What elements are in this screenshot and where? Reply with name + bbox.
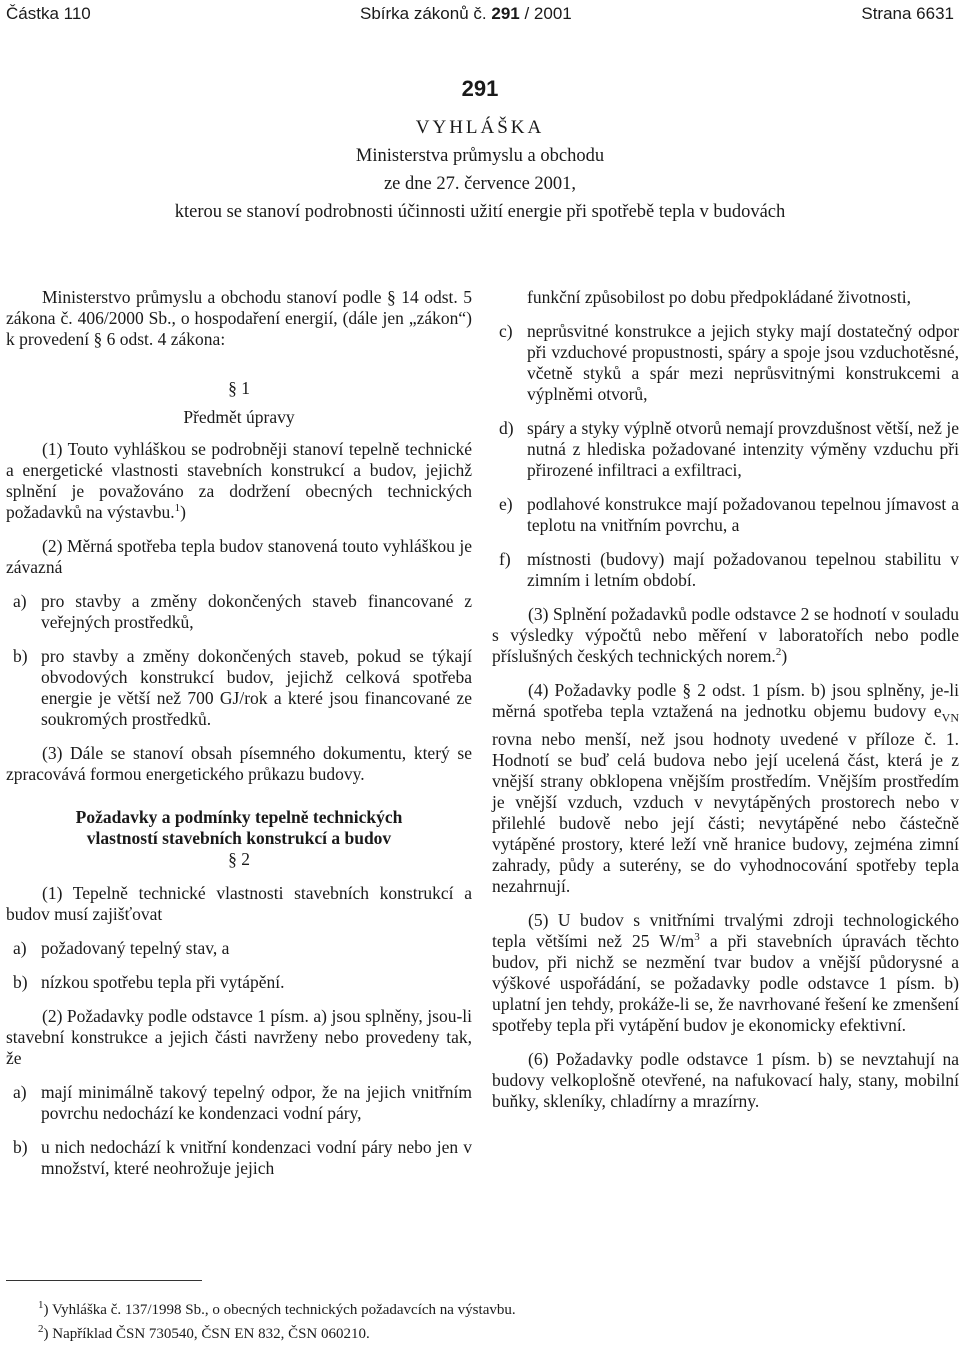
list-item-text: požadovaný tepelný stav, a xyxy=(41,938,230,958)
section-2-mark: § 2 xyxy=(228,849,250,869)
list-item xyxy=(6,972,472,993)
collection-label xyxy=(360,4,572,24)
list-item xyxy=(6,938,472,959)
section-2-paragraph-5-text-b: a při stavebních úpravách těchto budov, při nichž se nezmění tvar budov a vnější půdorysné a výškové uspořádání, se požadavky podle odstavce 1 písm. b) uplatní jen tehdy, prokáže-li se, že navrhované řešení ke zmenšení spotřeby tepla při vytápění budov je ekonomicky efektivní. xyxy=(492,930,959,1035)
regulation-subject: kterou se stanoví podrobnosti účinnosti užití energie při spotřebě tepla v budovách xyxy=(174,202,786,222)
regulation-kind: VYHLÁŠKA xyxy=(415,117,545,138)
list-item xyxy=(492,549,959,591)
section-2-paragraph-3-text: (3) Splnění požadavků podle odstavce 2 se hodnotí v souladu s výsledky výpočtů nebo měření v laboratořích nebo podle příslušných českých technických norem. xyxy=(492,604,959,666)
right-column xyxy=(492,287,959,1112)
list-item xyxy=(6,646,472,730)
section-2-paragraph-4-text-b: rovna nebo menší, než jsou hodnoty uvedené v příloze č. 1. Hodnotí se buď celá budova nebo její ucelená část, která je z vnější strany obklopena vnějším prostředím. Vnějším prostředím je vnější vzduch, vzduch v nevytápěných prostorech nebo v přilehlé budově nebo její části; nevytápěné nebo částečně vytápěné prostory, které leží vně hranice budovy, zejména zimní zahrady, půdy a suterény, se do vyhodnocování spotřeby tepla nezahrnují. xyxy=(492,728,959,896)
list-item-text: nízkou spotřebu tepla při vytápění. xyxy=(41,972,285,992)
list-item xyxy=(492,321,959,405)
section-2-paragraph-6: (6) Požadavky podle odstavce 1 písm. b) se nevztahují na budovy velkoplošně otevřené, na nafukovací haly, stany, mobilní buňky, skleníky, chladírny a mrazírny. xyxy=(492,1048,959,1111)
section-1-mark: § 1 xyxy=(228,378,250,398)
section-2-paragraph-4-text-a: (4) Požadavky podle § 2 odst. 1 písm. b) jsou splněny, je-li měrná spotřeba tepla vztažená na jednotku objemu budovy e xyxy=(492,680,959,721)
footnote-text: ) Například ČSN 730540, ČSN EN 832, ČSN 060210. xyxy=(43,1326,370,1342)
section-1-paragraph-1 xyxy=(6,439,472,523)
list-item-label: e) xyxy=(499,494,513,514)
list-item xyxy=(6,1137,472,1179)
list-item-continuation xyxy=(492,287,959,308)
list-item-label: b) xyxy=(13,646,28,666)
list-item-label: f) xyxy=(499,549,511,569)
section-1-paragraph-3: (3) Dále se stanoví obsah písemného dokumentu, který se zpracovává formou energetického průkazu budovy. xyxy=(6,743,472,784)
list-item-label-spacer xyxy=(492,287,527,308)
footnote-mark: 2 xyxy=(38,1323,44,1335)
unit-exponent: 3 xyxy=(694,930,700,943)
footnote-2 xyxy=(38,1322,516,1346)
list-item xyxy=(6,591,472,633)
running-header xyxy=(6,4,954,30)
footnote-mark: 1 xyxy=(38,1299,44,1311)
list-item-label: a) xyxy=(13,591,27,611)
section-2-paragraph-2: (2) Požadavky podle odstavce 1 písm. a) jsou splněny, jsou-li stavební konstrukce a jejich části navrženy nebo provedeny tak, že xyxy=(6,1006,472,1068)
list-item-text: podlahové konstrukce mají požadovanou tepelnou jímavost a teplotu na vnitřním povrchu, a xyxy=(527,494,959,535)
list-item-text: mají minimálně takový tepelný odpor, že na jejich vnitřním povrchu nedochází ke kondenzaci vodní páry, xyxy=(41,1082,472,1123)
section-1-paragraph-1-text: (1) Touto vyhláškou se podrobněji stanoví tepelně technické a energetické vlastnosti stavebních konstrukcí a budov, jejichž splnění je považováno za dodržení obecných technických požadavků na výstavbu. xyxy=(6,439,472,522)
section-2-paragraph-4 xyxy=(492,680,959,897)
list-item-text: u nich nedochází k vnitřní kondenzaci vodní páry nebo jen v množství, které neohrožuje jejich xyxy=(41,1137,472,1178)
list-item-text: neprůsvitné konstrukce a jejich styky mají dostatečný odpor při vzduchové propustnosti, spáry a spoje jsou vzduchotěsné, včetně styků a spár mezi neprůsvitnými konstrukcemi a výplněmi otvorů, xyxy=(527,321,959,404)
collection-year: / 2001 xyxy=(524,4,572,23)
list-item xyxy=(492,494,959,536)
footnote-text: ) Vyhláška č. 137/1998 Sb., o obecných technických požadavcích na výstavbu. xyxy=(43,1302,516,1318)
footnotes xyxy=(38,1298,516,1346)
list-item-text: spáry a styky výplně otvorů nemají provzdušnost větší, než je nutná z hlediska požadované intenzity výměny vzduchu při přirozené infiltraci a exfiltraci, xyxy=(527,418,959,480)
section-2-paragraph-3 xyxy=(492,604,959,667)
collection-prefix: Sbírka zákonů č. xyxy=(360,4,487,23)
list-item-label: a) xyxy=(13,938,27,958)
footnote-ref-1-paren: ) xyxy=(180,502,186,522)
section-1-paragraph-2: (2) Měrná spotřeba tepla budov stanovená touto vyhláškou je závazná xyxy=(6,536,472,577)
list-item xyxy=(6,1082,472,1124)
list-item-label: a) xyxy=(13,1082,27,1102)
part-title-line-2: vlastností stavebních konstrukcí a budov xyxy=(86,828,392,848)
list-item-text: pro stavby a změny dokončených staveb, pokud se týkají obvodových konstrukcí budov, jejichž celková spotřeba energie je větší než 700 GJ/rok a které jsou financované ze soukromých prostředků. xyxy=(41,646,472,729)
title-block xyxy=(0,74,960,226)
list-item-text: funkční způsobilost po dobu předpokládané životnosti, xyxy=(527,287,911,307)
intro-paragraph: Ministerstvo průmyslu a obchodu stanoví podle § 14 odst. 5 zákona č. 406/2000 Sb., o hospodaření energií, (dále jen „zákon“) k provedení § 6 odst. 4 zákona: xyxy=(6,287,472,349)
footnote-ref-1[interactable]: 1 xyxy=(174,502,181,515)
section-2-paragraph-5-text-a: (5) U budov s vnitřními trvalými zdroji technologického tepla většími než 25 W/m xyxy=(492,909,959,951)
list-item xyxy=(492,418,959,481)
list-item-label: c) xyxy=(499,321,513,341)
footnote-divider xyxy=(6,1280,202,1281)
part-title-line-1: Požadavky a podmínky tepelně technických xyxy=(75,807,403,827)
footnote-1 xyxy=(38,1298,516,1322)
regulation-number: 291 xyxy=(461,76,499,101)
list-item-label: d) xyxy=(499,418,514,438)
list-item-label: b) xyxy=(13,972,28,992)
left-column xyxy=(6,287,472,1179)
regulation-date: ze dne 27. července 2001, xyxy=(383,174,577,194)
symbol-subscript: VN xyxy=(941,710,959,725)
footnote-ref-2[interactable]: 2 xyxy=(775,646,782,659)
list-item-text: pro stavby a změny dokončených staveb financované z veřejných prostředků, xyxy=(41,591,472,632)
issue-label: Částka 110 xyxy=(6,4,91,23)
collection-number: 291 xyxy=(491,4,520,23)
page-number: Strana 6631 xyxy=(861,4,954,23)
section-2-paragraph-1: (1) Tepelně technické vlastnosti stavebních konstrukcí a budov musí zajišťovat xyxy=(6,883,472,924)
regulation-issuer: Ministerstva průmyslu a obchodu xyxy=(355,146,605,166)
footnote-ref-2-paren: ) xyxy=(781,646,788,666)
section-2-paragraph-5 xyxy=(492,910,959,1036)
list-item-text: místnosti (budovy) mají požadovanou tepelnou stabilitu v zimním i letním období. xyxy=(527,549,959,590)
list-item-label: b) xyxy=(13,1137,28,1157)
section-1-title: Předmět úpravy xyxy=(183,407,295,427)
